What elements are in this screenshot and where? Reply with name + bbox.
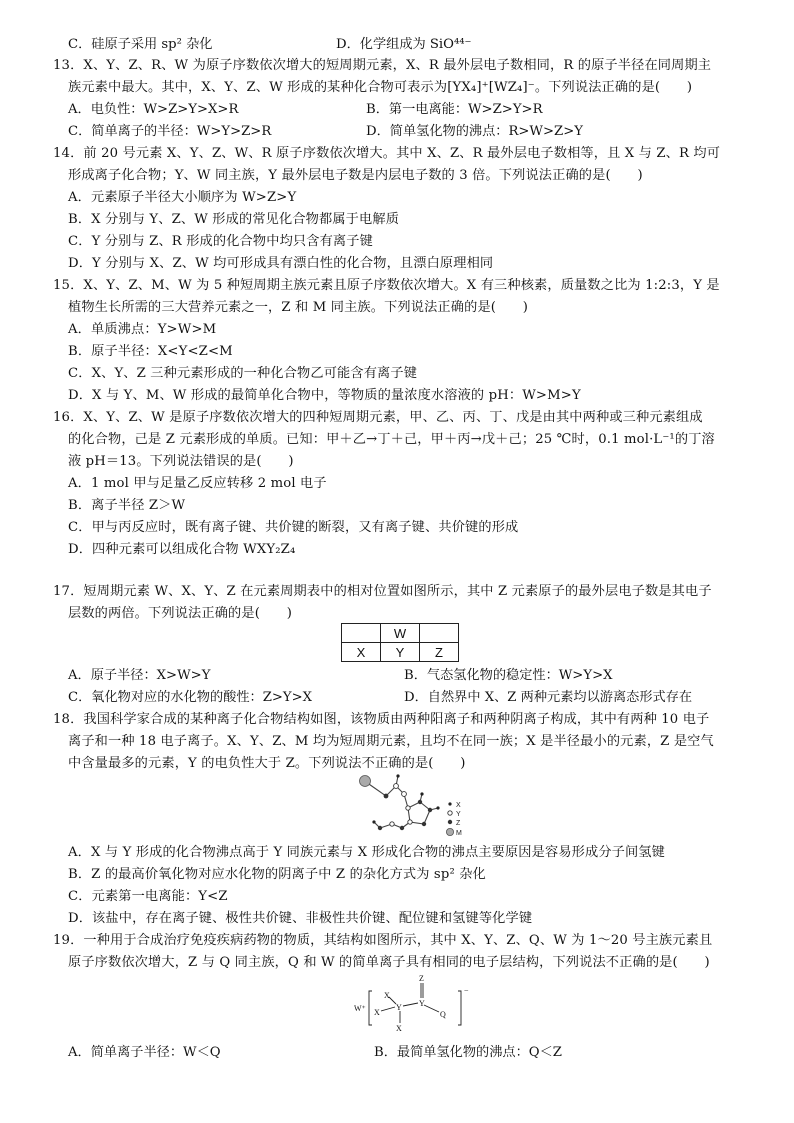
cation-label: W⁺ [354, 1004, 366, 1013]
q18-option-b: B．Z 的最高价氧化物对应水化物的阴离子中 Z 的杂化方式为 sp² 杂化 [68, 867, 486, 882]
legend-y: Y [456, 811, 461, 818]
q15-option-d: D．X 与 Y、M、W 形成的最简单化合物中，等物质的量浓度水溶液的 pH：W>M>Y [68, 388, 581, 403]
q18-structure-figure [352, 772, 472, 840]
q16-stem-3: 液 pH＝13。下列说法错误的是( ) [68, 454, 294, 469]
q14-stem-2: 形成离子化合物；Y、W 同主族，Y 最外层电子数是内层电子数的 3 倍。下列说法正确的是( ) [68, 168, 643, 183]
q19-structure-figure [352, 973, 472, 1035]
q18-option-c: C．元素第一电离能：Y<Z [68, 889, 228, 904]
q16-stem-2: 的化合物，己是 Z 元素形成的单质。已知：甲＋乙→丁＋己，甲＋丙→戊＋己；25 ℃时，0.1 mol·L⁻¹的丁溶 [68, 432, 715, 447]
q17-option-a: A．原子半径：X>W>Y [68, 668, 211, 683]
q16-option-b: B．离子半径 Z＞W [68, 498, 186, 513]
q13-stem-1: 13．X、Y、Z、R、W 为原子序数依次增大的短周期元素，X、R 最外层电子数相同，R 的原子半径在同周期主 [53, 58, 712, 73]
atom-label: Q [440, 1010, 446, 1019]
charge-label: − [464, 986, 469, 995]
atom-m [360, 776, 371, 787]
q18-stem-3: 中含量最多的元素，Y 的电负性大于 Z。下列说法不正确的是( ) [68, 756, 466, 771]
q15-option-b: B．原子半径：X<Y<Z<M [68, 344, 233, 359]
legend-x: X [456, 802, 461, 809]
q17-options-cd [68, 687, 768, 708]
q16-option-d: D．四种元素可以组成化合物 WXY₂Z₄ [68, 542, 296, 557]
q14-option-c: C．Y 分别与 Z、R 形成的化合物中均只含有离子键 [68, 234, 373, 249]
q14-stem-1: 14．前 20 号元素 X、Y、Z、W、R 原子序数依次增大。其中 X、Z、R 最外层电子数相等，且 X 与 Z、R 均可 [53, 146, 721, 161]
table-cell: W [381, 624, 420, 643]
q13-option-c: C．简单离子的半径：W>Y>Z>R [68, 124, 272, 139]
table-cell [342, 624, 381, 643]
q15-stem-2: 植物生长所需的三大营养元素之一，Z 和 M 同主族。下列说法正确的是( ) [68, 300, 529, 315]
q18-option-a: A．X 与 Y 形成的化合物沸点高于 Y 同族元素与 X 形成化合物的沸点主要原因是容易形成分子间氢键 [68, 845, 666, 860]
q17-options-ab [68, 665, 768, 686]
q17-stem-1: 17．短周期元素 W、X、Y、Z 在元素周期表中的相对位置如图所示，其中 Z 元素原子的最外层电子数是其电子 [53, 584, 712, 599]
q17-option-b: B．气态氢化物的稳定性：W>Y>X [404, 668, 613, 683]
q13-option-a: A．电负性：W>Z>Y>X>R [68, 102, 239, 117]
q13-option-b: B．第一电离能：W>Z>Y>R [366, 102, 543, 117]
q15-option-c: C．X、Y、Z 三种元素形成的一种化合物乙可能含有离子键 [68, 366, 418, 381]
q15-stem-1: 15．X、Y、Z、M、W 为 5 种短周期主族元素且原子序数依次增大。X 有三种核素，质量数之比为 1:2:3，Y 是 [53, 278, 720, 293]
q18-stem-1: 18．我国科学家合成的某种离子化合物结构如图，该物质由两种阳离子和两种阴离子构成，其中有两种 10 电子 [53, 712, 710, 727]
q18-stem-2: 离子和一种 18 电子离子。X、Y、Z、M 均为短周期元素，且均不在同一族；X 是半径最小的元素，Z 是空气 [68, 734, 714, 749]
q16-option-a: A．1 mol 甲与足量乙反应转移 2 mol 电子 [68, 476, 327, 491]
q19-option-a: A．简单离子半径：W＜Q [68, 1045, 221, 1060]
q17-stem-2: 层数的两倍。下列说法正确的是( ) [68, 606, 292, 621]
q13-options-ab [68, 99, 768, 120]
periodic-table-fragment [341, 623, 459, 662]
table-cell: Y [381, 643, 420, 662]
q12-option-c: C．硅原子采用 sp² 杂化 [68, 37, 213, 52]
q19-option-b: B．最简单氢化物的沸点：Q＜Z [374, 1045, 562, 1060]
atom-label: Z [419, 974, 424, 983]
q19-stem-1: 19．一种用于合成治疗免疫疾病药物的物质，其结构如图所示，其中 X、Y、Z、Q、W 为 1～20 号主族元素且 [53, 933, 713, 948]
q12-option-d: D．化学组成为 SiO⁴⁴⁻ [336, 37, 472, 52]
q12-options-row [68, 34, 768, 55]
q15-option-a: A．单质沸点：Y>W>M [68, 322, 217, 337]
q13-options-cd [68, 121, 768, 142]
table-cell: Z [420, 643, 459, 662]
table-cell [420, 624, 459, 643]
q19-options-ab [68, 1042, 768, 1063]
q17-option-d: D．自然界中 X、Z 两种元素均以游离态形式存在 [404, 690, 693, 705]
q14-option-d: D．Y 分别与 X、Z、W 均可形成具有漂白性的化合物，且漂白原理相同 [68, 256, 494, 271]
legend-z: Z [456, 820, 461, 827]
q19-stem-2: 原子序数依次增大，Z 与 Q 同主族，Q 和 W 的简单离子具有相同的电子层结构，下列说法不正确的是( ) [68, 955, 710, 970]
q17-option-c: C．氧化物对应的水化物的酸性：Z>Y>X [68, 690, 313, 705]
q16-stem-1: 16．X、Y、Z、W 是原子序数依次增大的四种短周期元素，甲、乙、丙、丁、戊是由其中两种或三种元素组成 [53, 410, 703, 425]
q16-option-c: C．甲与丙反应时，既有离子键、共价键的断裂，又有离子键、共价键的形成 [68, 520, 519, 535]
q13-stem-2: 族元素中最大。其中，X、Y、Z、W 形成的某种化合物可表示为[YX₄]⁺[WZ₄]⁻。下列说法正确的是( ) [68, 80, 693, 95]
atom-label: X [374, 1008, 380, 1017]
atom-label: X [396, 1024, 402, 1033]
q14-option-b: B．X 分别与 Y、Z、W 形成的常见化合物都属于电解质 [68, 212, 400, 227]
atom-label: X [384, 991, 390, 1000]
q18-option-d: D．该盐中，存在离子键、极性共价键、非极性共价键、配位键和氢键等化学键 [68, 911, 533, 926]
q14-option-a: A．元素原子半径大小顺序为 W>Z>Y [68, 190, 297, 205]
q13-option-d: D．简单氢化物的沸点：R>W>Z>Y [366, 124, 583, 139]
atom-label: Y [396, 1003, 402, 1012]
atom-label: Y [419, 999, 425, 1008]
table-cell: X [342, 643, 381, 662]
legend-m: M [456, 830, 462, 837]
